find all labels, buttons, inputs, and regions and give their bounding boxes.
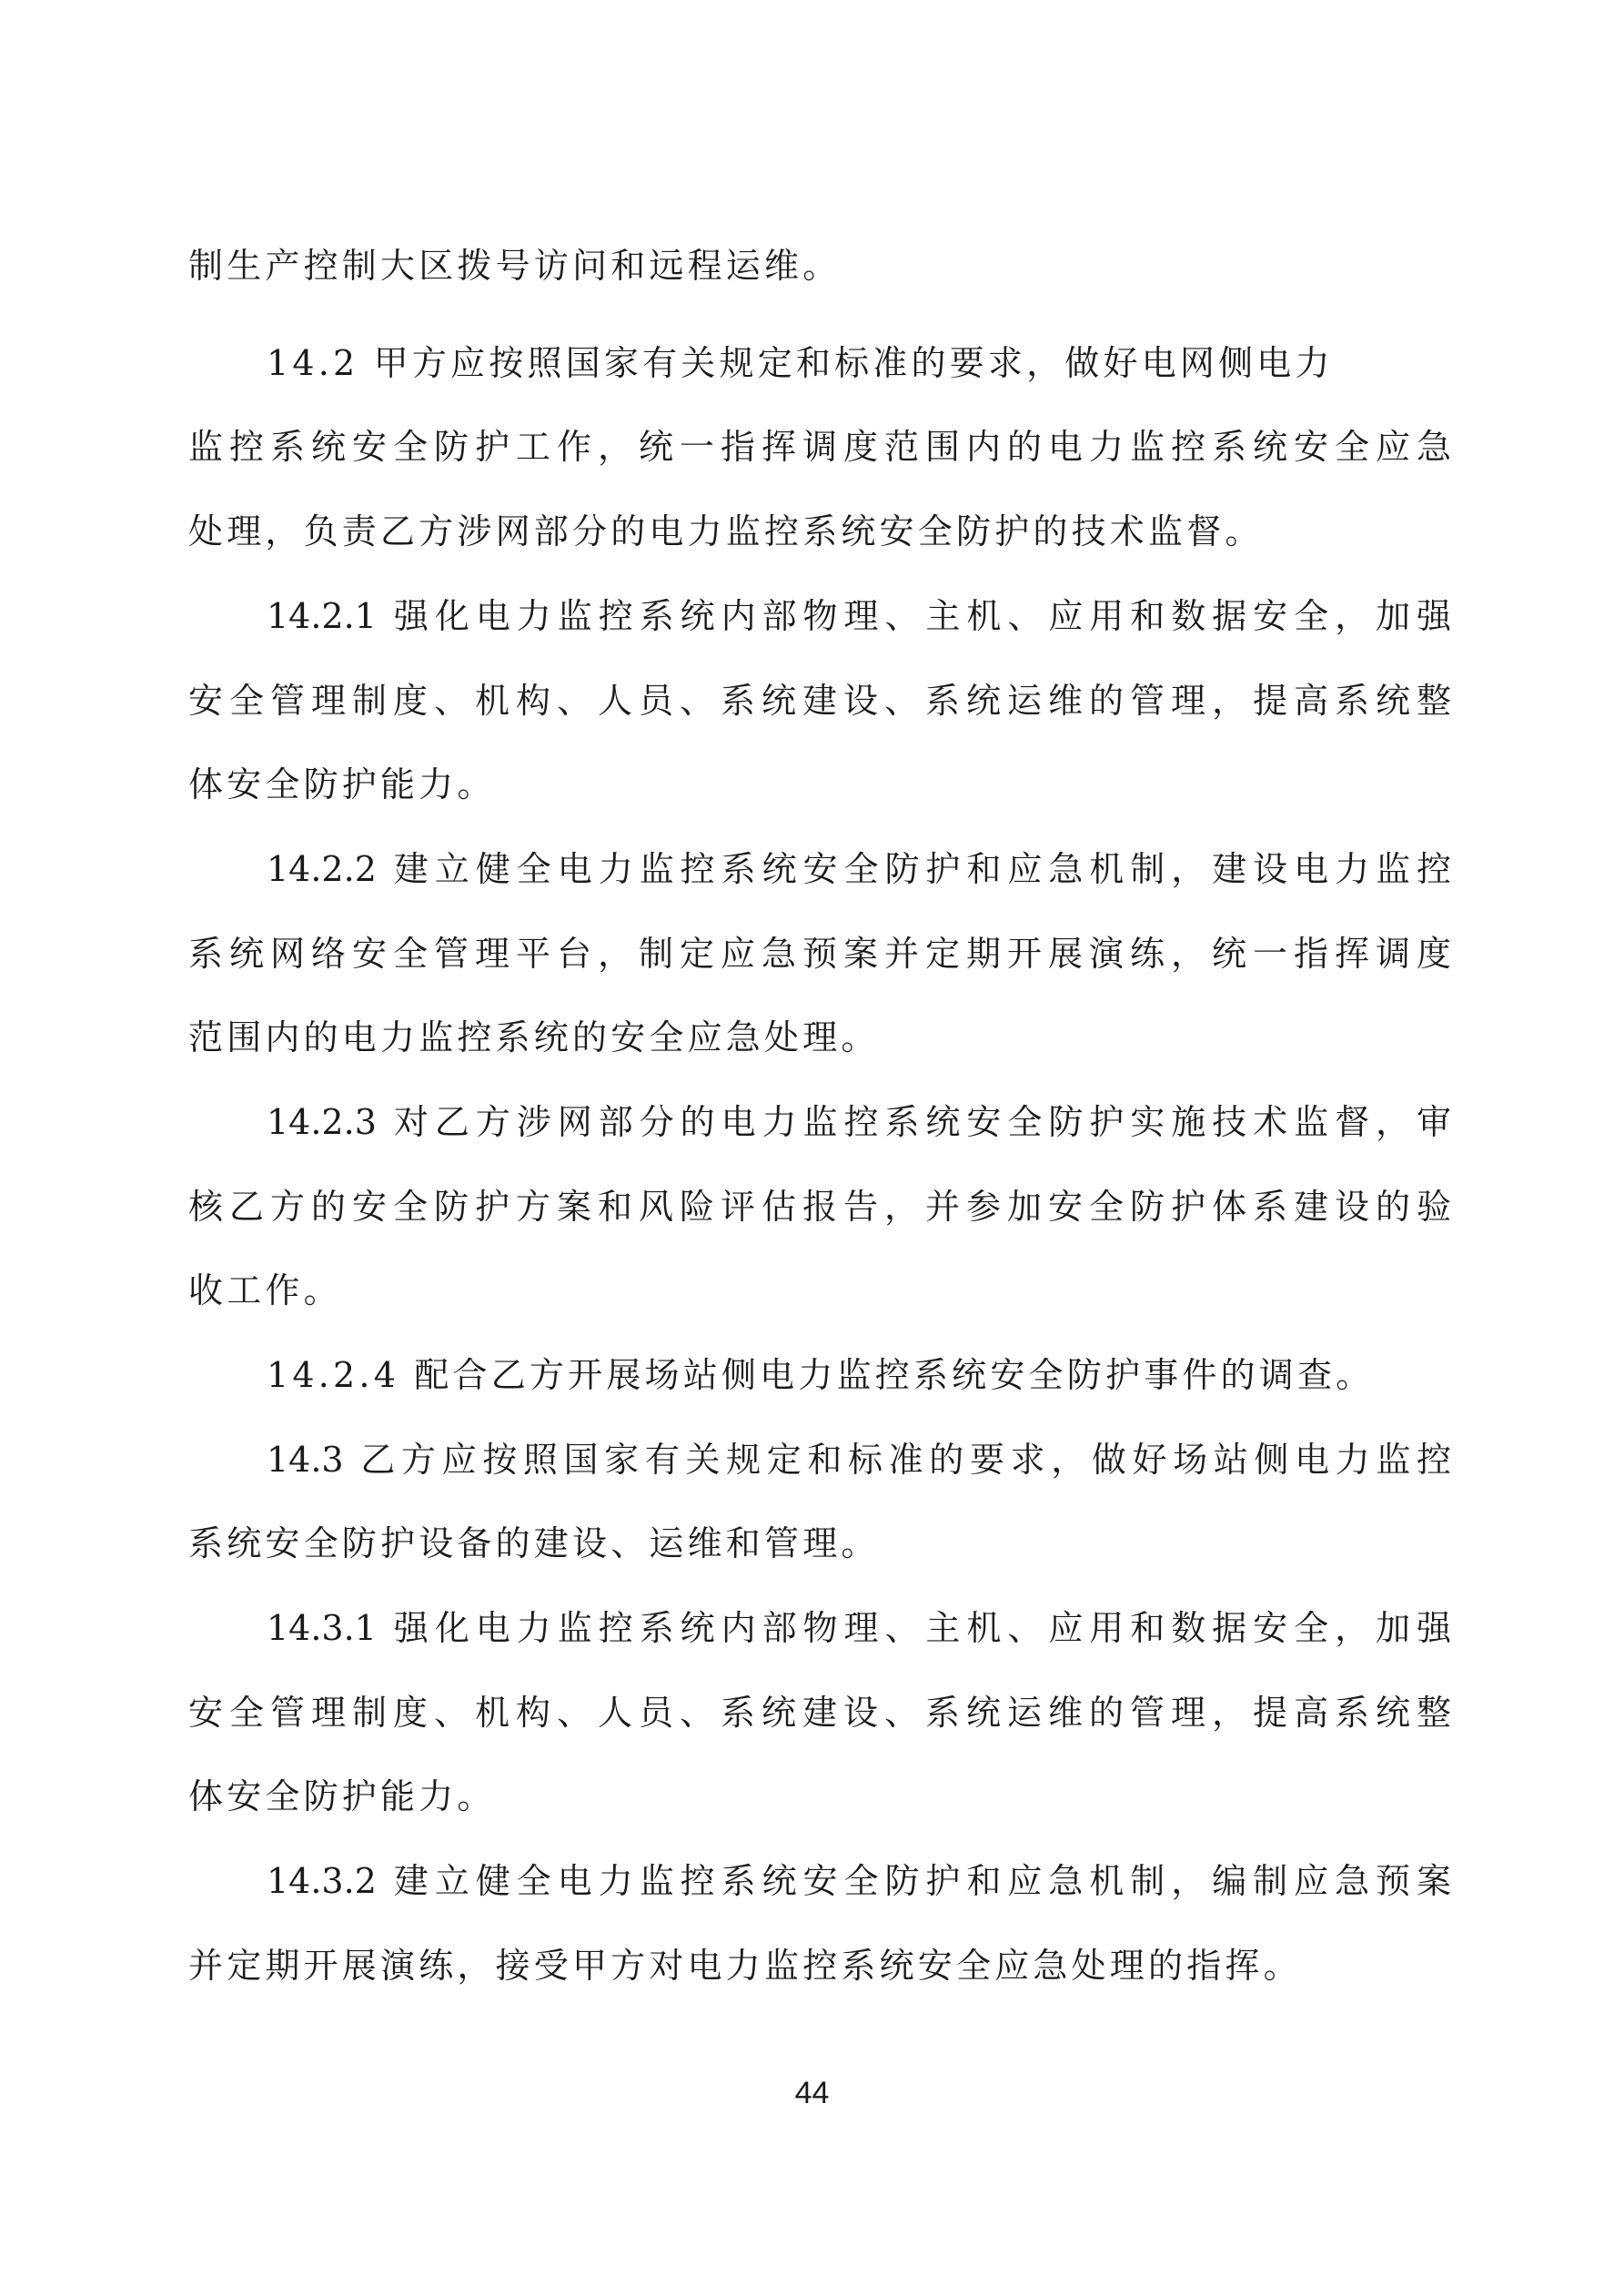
text-line: 14.2 甲方应按照国家有关规定和标准的要求，做好电网侧电力 <box>267 343 1334 383</box>
text-line: 14.2.2 建立健全电力监控系统安全防护和应急机制，建设电力监控 <box>267 849 1451 889</box>
text-line: 14.3 乙方应按照国家有关规定和标准的要求，做好场站侧电力监控 <box>267 1440 1451 1480</box>
text-line: 体安全防护能力。 <box>188 1776 496 1816</box>
text-line: 安全管理制度、机构、人员、系统建设、系统运维的管理，提高系统整 <box>188 1693 1451 1733</box>
text-line: 14.3.1 强化电力监控系统内部物理、主机、应用和数据安全，加强 <box>267 1608 1451 1648</box>
text-line: 监控系统安全防护工作，统一指挥调度范围内的电力监控系统安全应急 <box>188 427 1451 467</box>
text-line: 安全管理制度、机构、人员、系统建设、系统运维的管理，提高系统整 <box>188 681 1451 721</box>
text-line: 范围内的电力监控系统的安全应急处理。 <box>188 1017 880 1057</box>
text-line: 14.2.4 配合乙方开展场站侧电力监控系统安全防护事件的调查。 <box>267 1355 1375 1395</box>
text-line: 核乙方的安全防护方案和风险评估报告，并参加安全防护体系建设的验 <box>188 1187 1451 1227</box>
page-number: 44 <box>794 2076 830 2110</box>
text-line: 收工作。 <box>188 1270 342 1310</box>
text-line: 14.2.3 对乙方涉网部分的电力监控系统安全防护实施技术监督，审 <box>267 1102 1451 1142</box>
text-line: 处理，负责乙方涉网部分的电力监控系统安全防护的技术监督。 <box>188 511 1264 551</box>
text-line: 系统安全防护设备的建设、运维和管理。 <box>188 1523 880 1563</box>
text-line: 制生产控制大区拨号访问和远程运维。 <box>188 246 842 286</box>
text-line: 14.3.2 建立健全电力监控系统安全防护和应急机制，编制应急预案 <box>267 1861 1451 1901</box>
text-line: 系统网络安全管理平台，制定应急预案并定期开展演练，统一指挥调度 <box>188 934 1451 974</box>
text-line: 体安全防护能力。 <box>188 764 496 804</box>
text-line: 并定期开展演练，接受甲方对电力监控系统安全应急处理的指挥。 <box>188 1946 1302 1986</box>
text-line: 14.2.1 强化电力监控系统内部物理、主机、应用和数据安全，加强 <box>267 596 1451 636</box>
